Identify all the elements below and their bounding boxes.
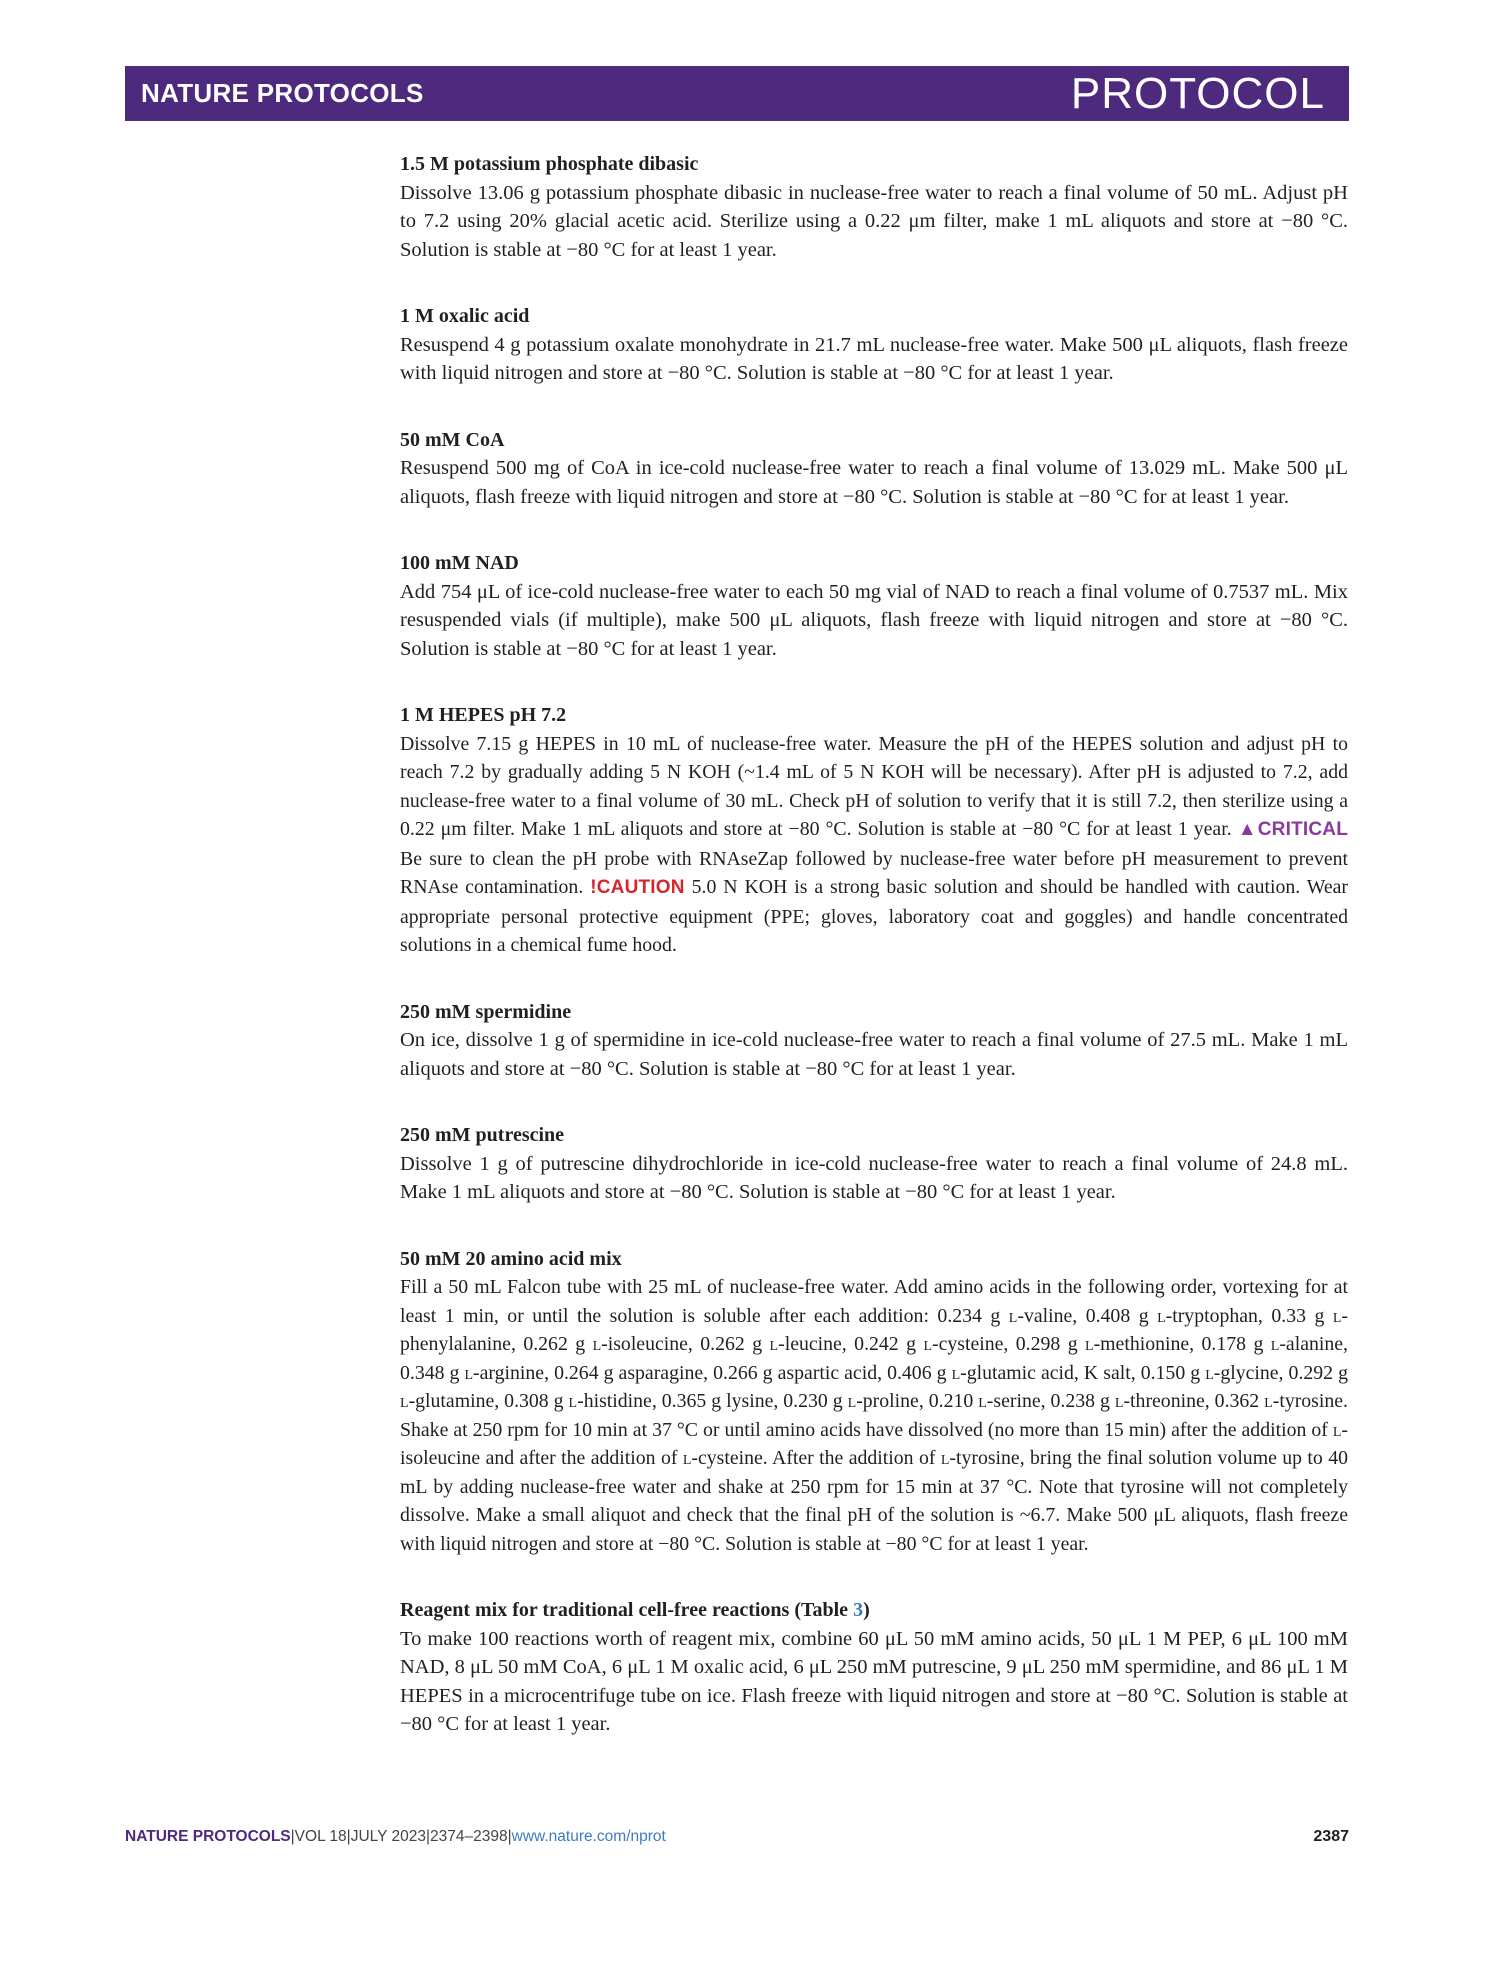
l-isomer-prefix: l [978, 1390, 987, 1412]
section-body [400, 730, 1348, 960]
l-isomer-prefix: l [1157, 1304, 1166, 1327]
section-body: Resuspend 500 mg of CoA in ice-cold nuclease-free water to reach a final volume of 13.029 mL. Make 500 μL aliquots, flash freeze with liquid nitrogen and store at −80 °C. Solution is stable at −80 °C for at least 1 year. [400, 457, 1348, 508]
amino-text-part: -cysteine, 0.298 g [932, 1333, 1086, 1355]
amino-text-part: -proline, 0.210 [856, 1390, 979, 1412]
amino-text-part: -threonine, 0.362 [1123, 1390, 1265, 1412]
amino-text-part: -serine, 0.238 g [986, 1390, 1115, 1412]
l-isomer-prefix: l [464, 1361, 474, 1384]
l-isomer-prefix: l [847, 1390, 857, 1412]
section-body: On ice, dissolve 1 g of spermidine in ice-cold nuclease-free water to reach a final volume of 27.5 mL. Make 1 mL aliquots and store at −80 °C. Solution is stable at −80 °C for at least 1 year. [400, 1029, 1348, 1080]
section-nad [400, 549, 1348, 663]
section-oxalic-acid [400, 302, 1348, 388]
amino-text-part: -tyrosine. Shake at 250 rpm for 10 min at 37 °C or until amino acids have dissolved (no more than 15 min) after the addition of [400, 1390, 1348, 1441]
amino-text-part: Fill a 50 mL Falcon tube with 25 mL of nuclease-free water. Add amino acids in the following order, vortexing for at least 1 min, or until the solution is soluble after each addition: 0.234 g [400, 1276, 1348, 1327]
l-isomer-prefix: l [1205, 1361, 1214, 1384]
section-title: 250 mM putrescine [400, 1124, 565, 1146]
section-spermidine [400, 998, 1348, 1084]
section-potassium-phosphate [400, 150, 1348, 264]
amino-text-part: -tryptophan, 0.33 g [1165, 1304, 1333, 1327]
l-isomer-prefix: l [400, 1390, 409, 1412]
l-isomer-prefix: l [1332, 1304, 1342, 1327]
amino-text-part: -histidine, 0.365 g lysine, 0.230 g [577, 1390, 848, 1412]
section-title: 50 mM CoA [400, 428, 505, 451]
section-body: Dissolve 1 g of putrescine dihydrochloride in ice-cold nuclease-free water to reach a final volume of 24.8 mL. Make 1 mL aliquots and store at −80 °C. Solution is stable at −80 °C for at least 1 year. [400, 1152, 1348, 1203]
section-title: 1 M oxalic acid [400, 305, 530, 327]
l-isomer-prefix: l [1008, 1304, 1018, 1327]
amino-text-part: -tyrosine, bring the final solution volume up to 40 mL by adding nuclease-free water and shake at 250 rpm for 15 min at 37 °C. Note that tyrosine will not completely dissolve. Make a small aliquot and check that the final pH of the solution is ~6.7. Make 500 μL aliquots, flash freeze with liquid nitrogen and store at −80 °C. Solution is stable at −80 °C for at least 1 year. [400, 1447, 1348, 1555]
article-type-label: PROTOCOL [1070, 68, 1325, 118]
section-coa [400, 426, 1348, 512]
amino-text-part: -alanine, 0.348 g [400, 1333, 1348, 1384]
section-title: 1 M HEPES pH 7.2 [400, 704, 567, 726]
journal-name: NATURE PROTOCOLS [141, 78, 424, 108]
l-isomer-prefix: l [769, 1333, 779, 1355]
l-isomer-prefix: l [682, 1447, 692, 1469]
l-isomer-prefix: l [1332, 1418, 1342, 1441]
hepes-procedure-text: Dissolve 7.15 g HEPES in 10 mL of nuclease-free water. Measure the pH of the HEPES solution and adjust pH to reach 7.2 by gradually adding 5 N KOH (~1.4 mL of 5 N KOH will be necessary). After pH is adjusted to 7.2, add nuclease-free water to a final volume of 30 mL. Check pH of solution to verify that it is still 7.2, then sterilize using a 0.22 μm filter. Make 1 mL aliquots and store at −80 °C. Solution is stable at −80 °C for at least 1 year. [400, 732, 1348, 840]
caution-flag: !CAUTION [590, 877, 685, 898]
l-isomer-prefix: l [1114, 1390, 1124, 1412]
section-body: Resuspend 4 g potassium oxalate monohydrate in 21.7 mL nuclease-free water. Make 500 μL aliquots, flash freeze with liquid nitrogen and store at −80 °C. Solution is stable at −80 °C for at least 1 year. [400, 333, 1348, 384]
l-isomer-prefix: l [1264, 1390, 1273, 1412]
section-body: To make 100 reactions worth of reagent mix, combine 60 μL 50 mM amino acids, 50 μL 1 M PEP, 6 μL 100 mM NAD, 8 μL 50 mM CoA, 6 μL 1 M oxalic acid, 6 μL 250 mM putrescine, 9 μL 250 mM spermidine, and 86 μL 1 M HEPES in a microcentrifuge tube on ice. Flash freeze with liquid nitrogen and store at −80 °C. Solution is stable at −80 °C for at least 1 year. [400, 1627, 1348, 1735]
section-hepes [400, 701, 1348, 960]
page-number: 2387 [1313, 1828, 1349, 1845]
section-title: 1.5 M potassium phosphate dibasic [400, 153, 699, 175]
l-isomer-prefix: l [568, 1390, 578, 1412]
section-amino-acid-mix [400, 1245, 1348, 1559]
footer-pages: 2374–2398 [430, 1828, 508, 1845]
section-body: Dissolve 13.06 g potassium phosphate dibasic in nuclease-free water to reach a final volume of 50 mL. Adjust pH to 7.2 using 20% glacial acetic acid. Sterilize using a 0.22 μm filter, make 1 mL aliquots and store at −80 °C. Solution is stable at −80 °C for at least 1 year. [400, 181, 1348, 261]
section-title: 250 mM spermidine [400, 1000, 572, 1023]
section-title-text: Reagent mix for traditional cell-free reactions (Table [400, 1599, 854, 1621]
amino-text-part: -phenylalanine, 0.262 g [400, 1304, 1348, 1355]
amino-text-part: -arginine, 0.264 g asparagine, 0.266 g aspartic acid, 0.406 g [473, 1361, 952, 1384]
footer-separator: | [507, 1828, 512, 1845]
critical-note-text: Be sure to clean the pH probe with RNAseZap followed by nuclease-free water before pH measurement to prevent RNAse contamination. [400, 847, 1348, 898]
amino-text-part: -leucine, 0.242 g [778, 1333, 924, 1355]
amino-text-part: -valine, 0.408 g [1017, 1304, 1158, 1327]
footer-separator: | [290, 1828, 295, 1845]
table-reference-link[interactable]: 3 [853, 1599, 864, 1621]
caution-note-text: 5.0 N KOH is a strong basic solution and should be handled with caution. Wear appropriate personal protective equipment (PPE; gloves, laboratory coat and goggles) and handle concentrated solutions in a chemical fume hood. [400, 876, 1348, 956]
section-title-close: ) [863, 1599, 870, 1621]
footer-citation [125, 1828, 666, 1846]
section-title: 50 mM 20 amino acid mix [400, 1247, 622, 1270]
critical-flag: ▲CRITICAL [1237, 819, 1349, 840]
footer-journal: NATURE PROTOCOLS [125, 1828, 291, 1845]
amino-text-part: -glutamine, 0.308 g [408, 1390, 569, 1412]
section-title [400, 1596, 1348, 1625]
section-title: 100 mM NAD [400, 552, 519, 574]
l-isomer-prefix: l [592, 1333, 602, 1355]
section-body: Add 754 μL of ice-cold nuclease-free water to each 50 mg vial of NAD to reach a final volume of 0.7537 mL. Mix resuspended vials (if multiple), make 500 μL aliquots, flash freeze with liquid nitrogen and store at −80 °C. Solution is stable at −80 °C for at least 1 year. [400, 580, 1348, 660]
footer-separator: | [346, 1828, 351, 1845]
amino-text-part: -isoleucine, 0.262 g [601, 1333, 770, 1355]
l-isomer-prefix: l [940, 1447, 950, 1469]
footer-date: JULY 2023 [350, 1828, 426, 1845]
amino-text-part: -glycine, 0.292 g [1213, 1361, 1348, 1384]
amino-text-part: -isoleucine and after the addition of [400, 1418, 1348, 1469]
footer-volume: VOL 18 [294, 1828, 347, 1845]
section-body [400, 1273, 1348, 1558]
amino-text-part: -methionine, 0.178 g [1093, 1333, 1271, 1355]
page-footer [125, 1828, 1349, 1846]
header-bar [125, 66, 1349, 121]
footer-separator: | [425, 1828, 430, 1845]
l-isomer-prefix: l [923, 1333, 932, 1355]
section-putrescine [400, 1121, 1348, 1207]
l-isomer-prefix: l [1085, 1333, 1094, 1355]
amino-text-part: -glutamic acid, K salt, 0.150 g [960, 1361, 1206, 1384]
main-content [400, 150, 1348, 1777]
section-reagent-mix [400, 1596, 1348, 1739]
footer-url-link[interactable]: www.nature.com/nprot [511, 1828, 666, 1845]
amino-text-part: -cysteine. After the addition of [691, 1447, 941, 1469]
l-isomer-prefix: l [951, 1361, 961, 1384]
l-isomer-prefix: l [1270, 1333, 1280, 1355]
